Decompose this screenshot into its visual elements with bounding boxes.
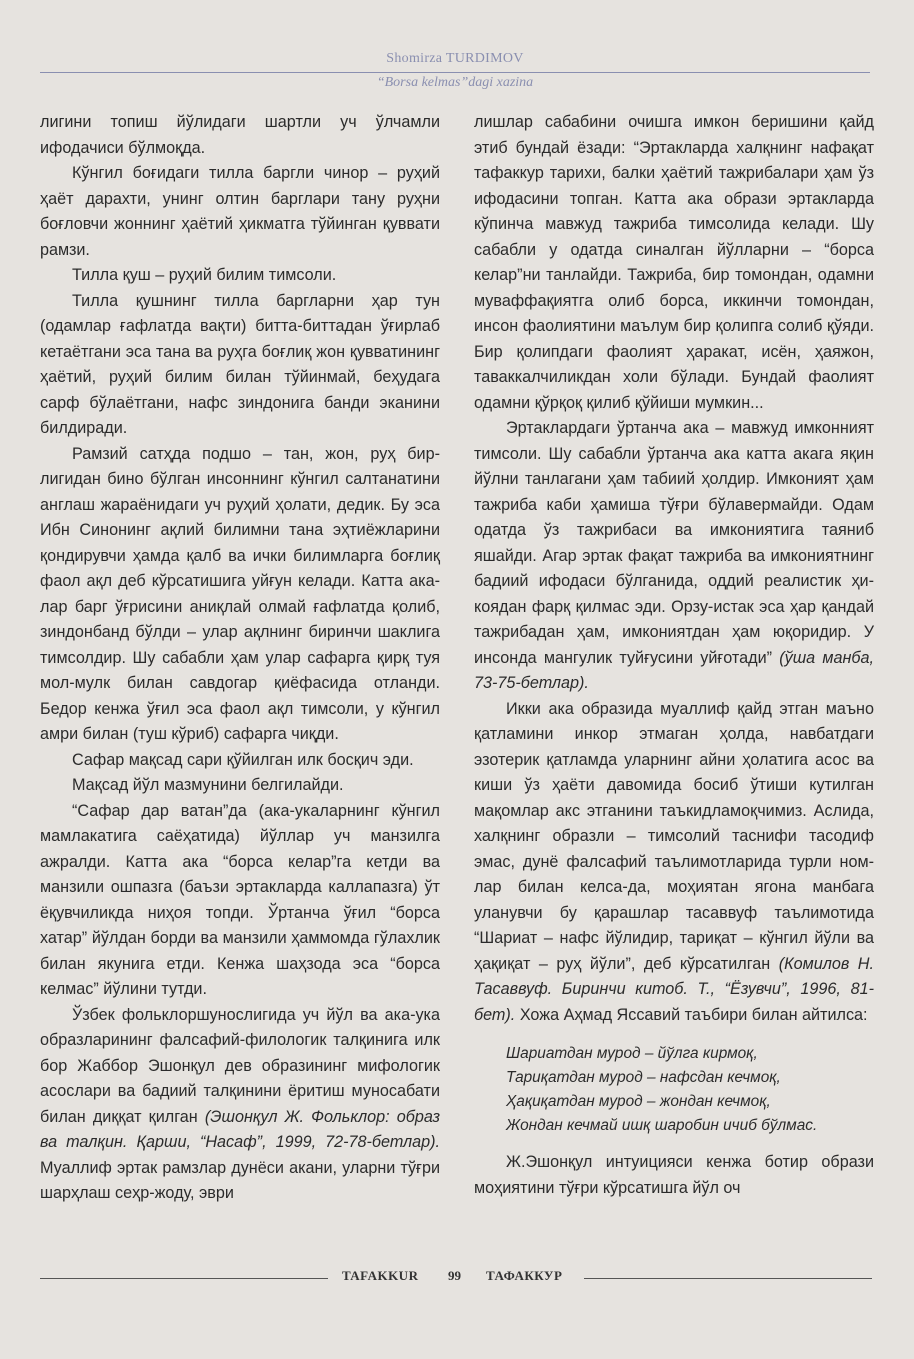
paragraph-text: Хожа Аҳмад Яссавий таъбири билан айтилса: xyxy=(519,1005,868,1024)
paragraph: “Сафар дар ватан”да (ака-укаларнинг кўнгил мамлакатига саёҳатида) йўллар уч манзилга ажралди. Катта ака “борса келар”га кетди ва манзили ошпазга (баъзи эртакларда каллапазга) ўт ёқувчиликда ниҳоя топди. Ўртанча ўғил “борса хатар” йўлдан борди ва манзили ҳаммомда гўлахлик билан якунига етди. Кенжа шаҳзода эса “борса келмас” йўлини тутди. xyxy=(40,801,440,998)
poem-line: Тариқатдан мурод – нафсдан кечмоқ, xyxy=(506,1069,781,1086)
paragraph-text: Эртаклардаги ўртанча ака – мавжуд имконният тимсоли. Шу сабабли ўртанча ака катта акага яқин йўлни танлагани ҳам табиий ҳолдир. Имконият ҳам тажриба каби ҳамиша тўғри бўлавермайди. Одам одатда ўз тажрибаси ва имкониятига таяниб яшайди. Агар эртак фақат тажриба ва имкониятнинг бадиий ифодаси бўлганида, оддий реалистик ҳикоядан фарқ қилмас эди. Орзу-истак эса ҳар қандай тажрибадан ҳам, имкониятдан ҳам юқоридир. У инсонда мангулик туйғусини уйғотади” xyxy=(474,419,874,667)
paragraph: Кўнгил боғидаги тилла баргли чинор – руҳий ҳаёт дарахти, унинг олтин барглари тану руҳни боғловчи жоннинг ҳаётий ҳикматга тўйинган қуввати рамзи. xyxy=(40,164,440,259)
paragraph: Сафар мақсад сари қўйилган илк босқич эди. xyxy=(72,750,414,769)
running-head-author: Shomirza TURDIMOV xyxy=(386,51,524,66)
citation: (Эшонқул Ж. Фольклор: образ ва талқин. Қарши, “Насаф”, 1999, 72-78-бетлар). xyxy=(40,1107,441,1151)
paragraph: Тилла қуш – руҳий билим тимсоли. xyxy=(72,266,337,284)
footer-rule-left xyxy=(40,1278,328,1279)
paragraph xyxy=(474,697,874,1029)
paragraph: лигини топиш йўлидаги шартли уч ўлчамли ифодачиси бўлмоқда. xyxy=(40,113,440,157)
running-head-rule xyxy=(40,72,870,73)
paragraph-text: Муаллиф эртак рамзлар дунёси акани, уларни тўғри шарҳлаш сеҳр-жоду, эври xyxy=(40,1158,440,1202)
running-head-subtitle: “Borsa kelmas”dagi xazina xyxy=(376,75,534,90)
citation: (Комилов Н. Тасаввуф. Биринчи китоб. Т., “Ёзувчи”, 1996, 81-бет). xyxy=(474,954,874,1024)
paragraph xyxy=(40,1003,440,1207)
article-body xyxy=(40,110,874,1258)
paragraph: Тилла қушнинг тилла баргларни ҳар тун (одамлар ғафлатда вақти) битта-биттадан ўғирлаб кетаётгани эса тана ва руҳга боғлиқ жон қувватининг ҳаётий, руҳий билим билан тўйинмай, беҳудага сарф бўлаётгани, нафс зиндонига банди эканини билдиради. xyxy=(40,291,440,437)
poem-line: Жондан кечмай ишқ шаробин ичиб бўлмас. xyxy=(506,1117,818,1134)
paragraph: Рамзий сатҳда подшо – тан, жон, руҳ бирлигидан бино бўлган инсоннинг кўнгил салтанатини англаш жараёнидаги уч руҳий ҳолати, дедик. Бу эса Ибн Синонинг ақлий билимни тана эҳтиёжларини қондирувчи ҳамда қалб ва ички билимларга боғлиқ фаол ақл деб кўрсатишига уйғун келади. Катта акалар барг ўғрисини аниқлай олмай ғафлатда қолиб, зиндонбанд бўлди – улар ақлнинг биринчи шаклига тимсолдир. Шу сабабли ҳам улар сафарга қирқ туя мол-мулк билан савдогар қиёфасида отланди. Бедор кенжа ўғил эса фаол ақл тимсоли, у кўнгил амри билан (туш кўриб) сафарга чиқди. xyxy=(40,444,440,743)
paragraph-text: Икки ака образида муаллиф қайд этган маъно қатламини инкор этмаган ҳолда, навбатдаги эзотерик қатламда уларнинг айни ҳолатига асос ва киши ўз ҳаёти давомида босиб ўтиши кутилган мақомлар акс этганини таъкидламоқчимиз. Аслида, халқнинг образли – тимсолий таснифи тасодиф эмас, дунё фалсафий таълимотларида турли номлар билан келса-да, моҳиятан ягона манбага уланувчи бу қарашлар тасаввуф таълимотида “Шариат – нафс йўлидир, тариқат – кўнгил йўли ва ҳақиқат – руҳ йўли”, деб кўрсатилган xyxy=(474,699,874,973)
paragraph: Ж.Эшонқул интуицияси кенжа ботир образи моҳиятини тўғри кўрсатишга йўл оч xyxy=(474,1153,874,1197)
left-column xyxy=(40,110,440,1258)
poem-quote xyxy=(474,1042,874,1138)
footer-title-latin: TAFAKKUR xyxy=(342,1268,419,1283)
right-column xyxy=(474,110,874,1258)
poem-line: Ҳақиқатдан мурод – жондан кечмоқ, xyxy=(506,1093,771,1110)
page-number: 99 xyxy=(448,1268,461,1283)
paragraph: лишлар сабабини очишга имкон беришини қайд этиб бундай ёзади: “Эртакларда халқнинг нафақат тафаккур тарихи, балки ҳаётий тажрибалари ҳам ўз ифодасини топган. Катта ака образи эртакларда кўпинча мавжуд тажриба тимсолида келади. Шу сабабли у одатда синалган йўлларни – “борса келар”ни танлайди. Тажриба, бир томондан, одамни муваффақиятга олиб борса, иккинчи томондан, инсон фаолиятини маълум бир қолипга солиб қўяди. Бир қолипдаги фаолият ҳаракат, исён, ҳаяжон, таваккалчиликдан холи бўлади. Бундай фаолият одамни қўрқоқ қилиб қўйиши мумкин... xyxy=(474,113,874,412)
paragraph: Мақсад йўл мазмунини белгилайди. xyxy=(72,776,344,794)
citation: (ўша манба, 73-75-бетлар). xyxy=(474,648,874,692)
paragraph xyxy=(474,416,874,697)
poem-line: Шариатдан мурод – йўлга кирмоқ, xyxy=(506,1045,758,1062)
footer-rule-right xyxy=(584,1278,872,1279)
running-head xyxy=(40,50,870,92)
footer-title-cyrillic: ТАФАККУР xyxy=(486,1268,563,1283)
page-footer xyxy=(40,1266,872,1288)
paragraph-text: Ўзбек фольклоршунослигида уч йўл ва ака-ука образларининг фалсафий-филологик талқинига илк бор Жаббор Эшонқул дев образининг мифологик асослари ва бадиий талқинини ёритиш муносабати билан диққат қилган xyxy=(40,1005,440,1126)
